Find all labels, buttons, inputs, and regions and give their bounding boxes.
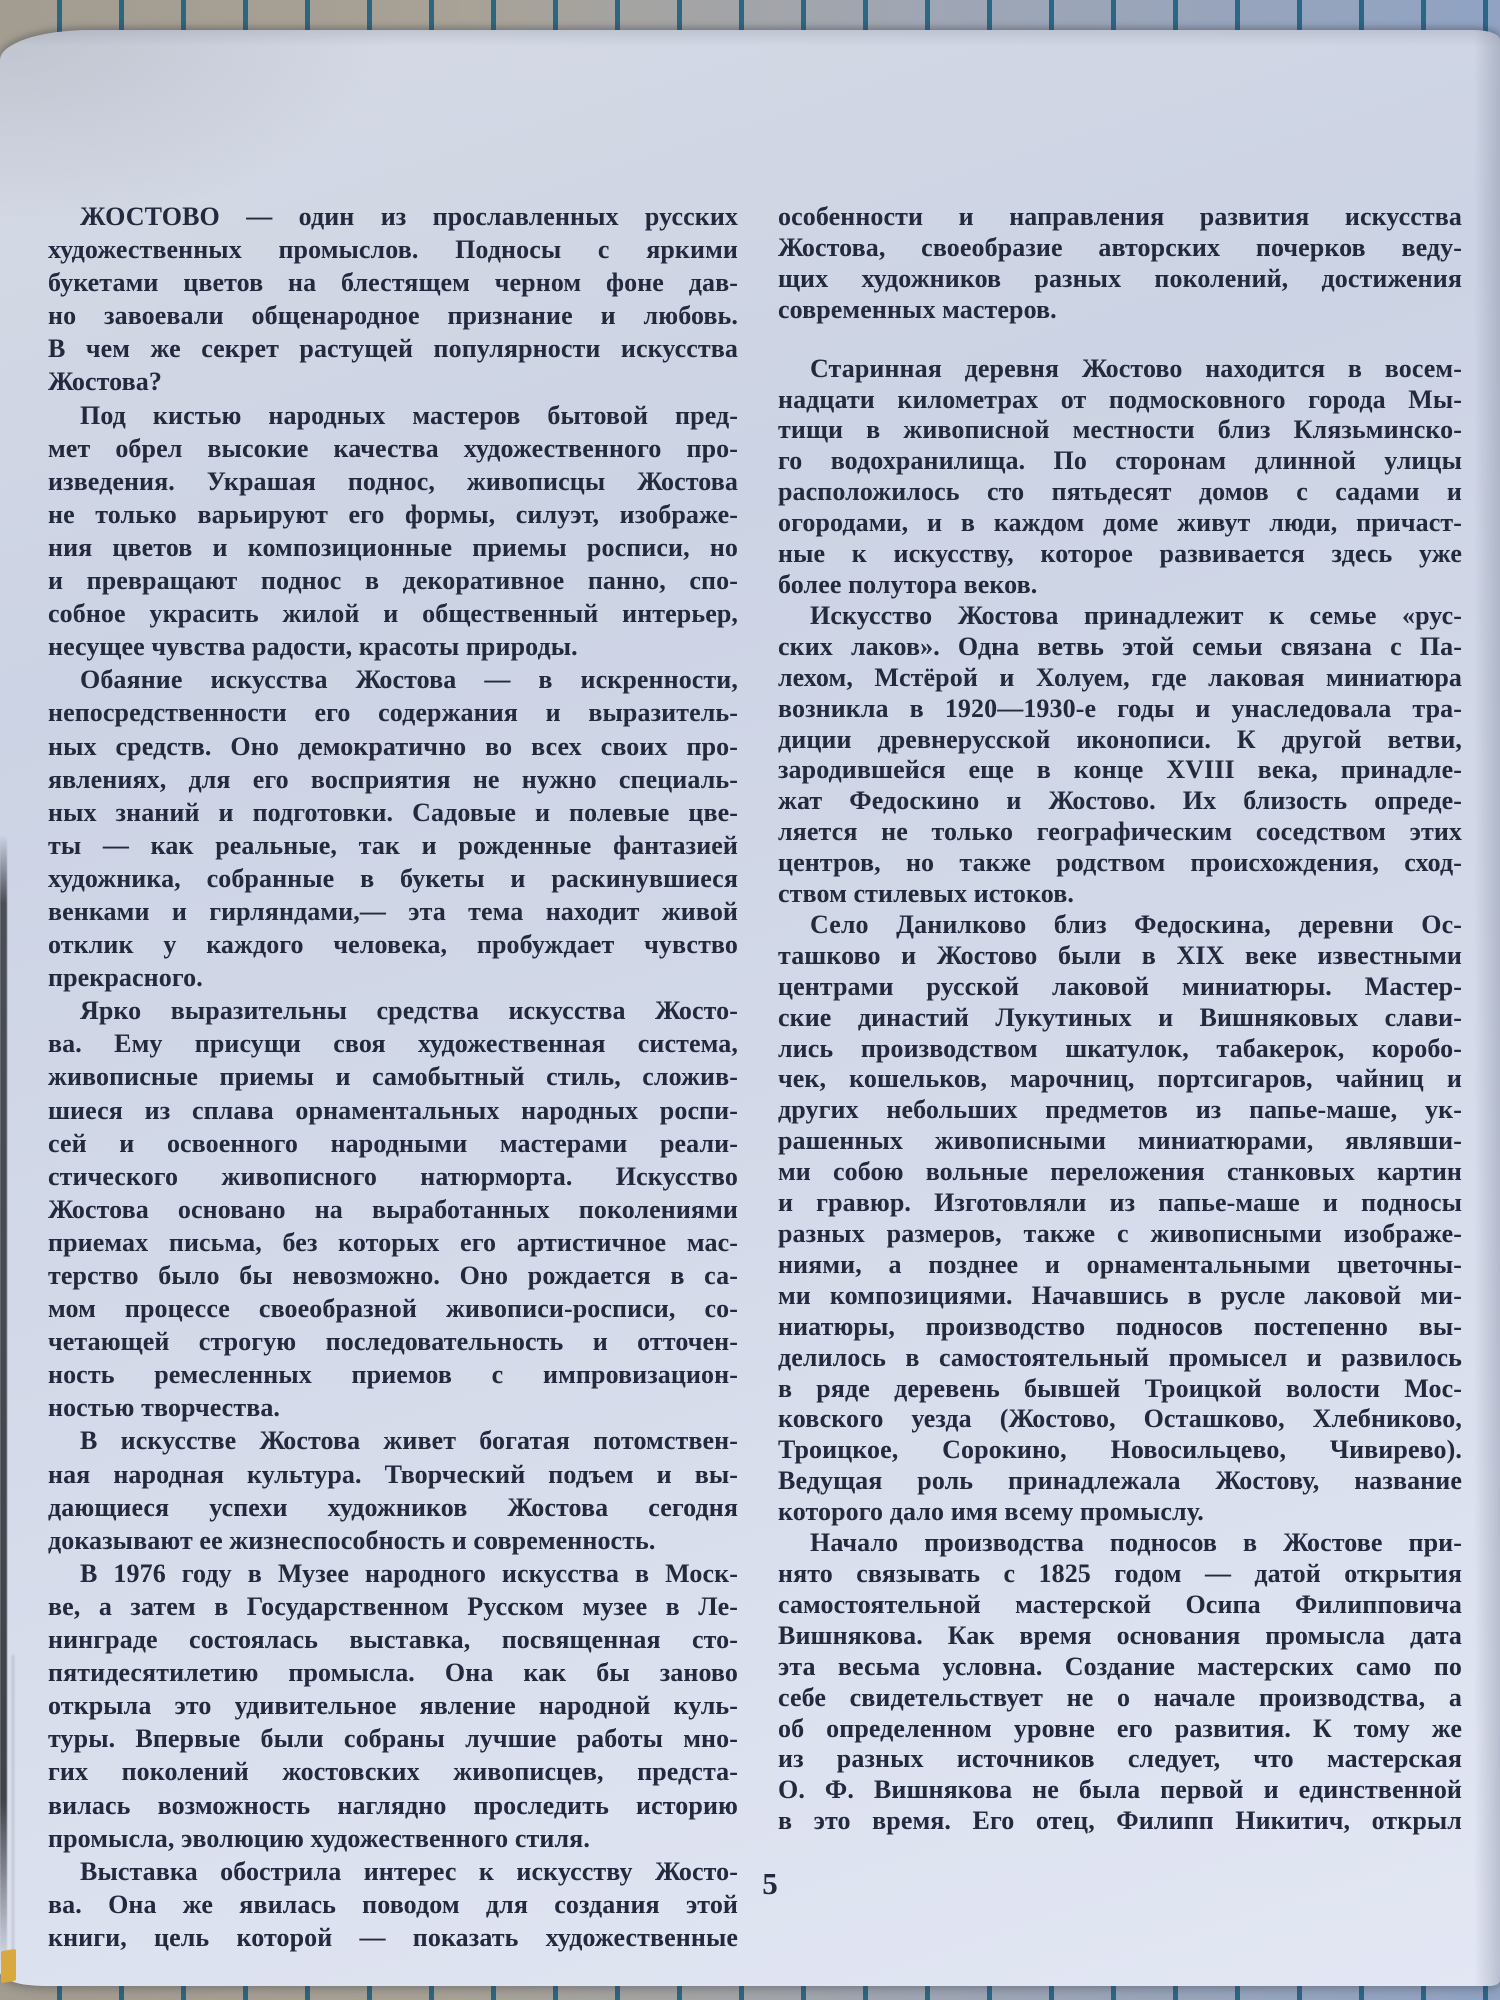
text-line: более полутора веков. xyxy=(778,569,1038,599)
text-line: го водохранилища. По сторонам длинной улицы xyxy=(778,446,1462,476)
paragraph xyxy=(778,354,1462,601)
paragraph xyxy=(778,910,1462,1528)
text-line: Искусство Жостова принадлежит к семье «рус- xyxy=(810,600,1462,630)
text-line: художественных промыслов. Подносы с яркими xyxy=(48,235,738,265)
text-line: не только варьируют его формы, силуэт, изображе- xyxy=(48,499,738,529)
paragraph xyxy=(48,1855,738,1954)
text-line: диции древнерусской иконописи. К другой ветви, xyxy=(778,724,1462,754)
text-line: тищи в живописной местности близ Клязьминско- xyxy=(778,415,1462,445)
text-line: центрами русской лаковой миниатюры. Мастер- xyxy=(778,971,1462,1001)
text-line: жат Федоскино и Жостово. Их близость опреде- xyxy=(778,786,1462,816)
text-line: разных размеров, также с живописными изображе- xyxy=(778,1219,1462,1248)
text-line: Жостова, своеобразие авторских почерков веду- xyxy=(778,232,1462,262)
text-line: центров, но также родством происхождения, сход- xyxy=(778,848,1462,878)
paragraph xyxy=(48,994,738,1424)
text-line: Село Данилково близ Федоскина, деревни Ос- xyxy=(810,909,1462,939)
text-line: шиеся из сплава орнаментальных народных роспи- xyxy=(48,1095,738,1125)
text-line: ностью творчества. xyxy=(48,1393,281,1423)
text-line: букетами цветов на блестящем черном фоне дав- xyxy=(48,268,738,298)
text-line: вилась возможность наглядно проследить историю xyxy=(48,1790,738,1820)
text-line: рашенных живописными миниатюрами, являвши- xyxy=(778,1126,1462,1156)
text-line: непосредственности его содержания и выразитель- xyxy=(48,698,738,728)
paragraph xyxy=(778,202,1462,326)
text-line: ниями, а позднее и орнаментальными цветочны- xyxy=(778,1249,1462,1279)
text-line: себе свидетельствует не о начале производства, а xyxy=(778,1682,1462,1712)
text-line: туры. Впервые были собраны лучшие работы мно- xyxy=(48,1724,738,1754)
text-line: ва. Ему присущи своя художественная система, xyxy=(48,1029,738,1059)
text-line: из разных источников следует, что мастерская xyxy=(778,1744,1462,1774)
paragraph xyxy=(778,1528,1462,1837)
text-line: ляется не только географическим соседством этих xyxy=(778,817,1462,847)
text-line: современных мастеров. xyxy=(778,294,1057,324)
book-page xyxy=(0,30,1500,1986)
bookmark-sliver xyxy=(1,1949,16,1983)
text-line: Жостова? xyxy=(48,367,162,397)
text-line: пятидесятилетию промысла. Она как бы заново xyxy=(48,1658,738,1688)
text-line: самостоятельной мастерской Осипа Филипповича xyxy=(778,1589,1462,1619)
page-crease xyxy=(12,1655,14,1980)
text-line: щих художников разных поколений, достижения xyxy=(778,263,1462,293)
text-line: которого дало имя всему промыслу. xyxy=(778,1497,1204,1527)
text-line: доказывают ее жизнеспособность и современность. xyxy=(48,1525,656,1555)
text-line: Троицкое, Сорокино, Новосильцево, Чивирево). xyxy=(778,1435,1462,1465)
text-line: ва. Она же явилась поводом для создания этой xyxy=(48,1889,738,1919)
book-spine-shadow xyxy=(0,835,7,1970)
text-line: ных знаний и подготовки. Садовые и полевые цве- xyxy=(48,797,738,827)
text-line: лись производством шкатулок, табакерок, коробо- xyxy=(778,1033,1462,1063)
text-line: и превращают поднос в декоративное панно, спо- xyxy=(48,566,738,596)
text-line: ские династий Лукутиных и Вишняковых слави- xyxy=(778,1002,1462,1032)
text-line: надцати километрах от подмосковного города Мы- xyxy=(778,384,1462,414)
paragraph xyxy=(48,399,738,664)
text-line: промысла, эволюцию художественного стиля. xyxy=(48,1823,590,1853)
text-line: чек, кошельков, марочниц, портсигаров, чайниц и xyxy=(778,1064,1462,1094)
text-line: эта весьма условна. Создание мастерских само по xyxy=(778,1651,1462,1681)
paragraph xyxy=(778,601,1462,910)
text-line: возникла в 1920—1930-е годы и унаследовала тра- xyxy=(778,693,1462,723)
text-line: собное украсить жилой и общественный интерьер, xyxy=(48,599,738,629)
text-column-left xyxy=(48,200,738,1954)
text-line: Ярко выразительны средства искусства Жосто- xyxy=(80,996,738,1026)
text-line: ты — как реальные, так и рожденные фантазией xyxy=(48,830,738,860)
text-line: дающиеся успехи художников Жостова сегодня xyxy=(48,1492,738,1522)
text-line: ность ремесленных приемов с импровизацион- xyxy=(48,1360,738,1390)
text-column-right xyxy=(778,202,1462,1837)
text-line: терство было бы невозможно. Оно рождается в са- xyxy=(48,1261,738,1290)
text-line: О. Ф. Вишнякова не была первой и единственной xyxy=(778,1775,1462,1805)
text-line: расположилось сто пятьдесят домов с садами и xyxy=(778,477,1462,507)
text-line: несущее чувства радости, красоты природы. xyxy=(48,632,578,662)
text-line: об определенном уровне его развития. К тому же xyxy=(778,1713,1462,1743)
text-line: изведения. Украшая поднос, живописцы Жостова xyxy=(48,466,738,496)
text-line: Жостова основано на выработанных поколениями xyxy=(48,1194,738,1224)
paragraph xyxy=(48,1557,738,1855)
text-line: мет обрел высокие качества художественного про- xyxy=(48,433,738,463)
text-line: нинграде состоялась выставка, посвященная сто- xyxy=(48,1625,738,1655)
text-line: ством стилевых истоков. xyxy=(778,879,1074,909)
text-line: прекрасного. xyxy=(48,963,203,993)
text-line: живописные приемы и самобытный стиль, сложив- xyxy=(48,1062,738,1092)
text-line: четающей строгую последовательность и отточен- xyxy=(48,1327,738,1357)
text-line: венками и гирляндами,— эта тема находит живой xyxy=(48,896,738,926)
text-line: Старинная деревня Жостово находится в восем- xyxy=(810,353,1462,383)
text-line: но завоевали общенародное признание и любовь. xyxy=(48,301,738,331)
page-number: 5 xyxy=(762,1866,778,1901)
text-line: ния цветов и композиционные приемы росписи, но xyxy=(48,532,738,562)
text-line: других небольших предметов из папье-маше, ук- xyxy=(778,1095,1462,1125)
text-line: ских лаков». Одна ветвь этой семьи связана с Па- xyxy=(778,631,1462,661)
text-line: и гравюр. Изготовляли из папье-маше и подносы xyxy=(778,1188,1462,1218)
text-line: ные к искусству, которое развивается здесь уже xyxy=(778,539,1462,569)
text-line: художника, собранные в букеты и раскинувшиеся xyxy=(48,863,738,893)
text-line: в ряде деревень бывшей Троицкой волости Мос- xyxy=(778,1373,1462,1403)
text-line: явлениях, для его восприятия не нужно специаль- xyxy=(48,764,738,794)
text-line: открыла это удивительное явление народной куль- xyxy=(48,1691,738,1721)
text-line: ниатюры, производство подносов постепенно вы- xyxy=(778,1311,1462,1341)
text-line: В 1976 году в Музее народного искусства в Моск- xyxy=(80,1558,738,1588)
text-line: ных средств. Оно демократично во всех своих про- xyxy=(48,731,738,761)
text-line: делилось в самостоятельный промысел и развилось xyxy=(778,1342,1462,1372)
text-line: мом процессе своеобразной живописи-росписи, со- xyxy=(48,1294,738,1324)
text-line: книги, цель которой — показать художественные xyxy=(48,1922,738,1952)
text-line: Начало производства подносов в Жостове при- xyxy=(810,1528,1462,1558)
text-line: Выставка обострила интерес к искусству Жосто- xyxy=(80,1856,738,1886)
text-line: отклик у каждого человека, пробуждает чувство xyxy=(48,930,738,960)
text-line: Под кистью народных мастеров бытовой пред- xyxy=(80,400,738,430)
text-line: ная народная культура. Творческий подъем и вы- xyxy=(48,1459,738,1489)
text-line: Вишнякова. Как время основания промысла дата xyxy=(778,1620,1462,1650)
text-line: Ведущая роль принадлежала Жостову, название xyxy=(778,1466,1462,1496)
text-line: особенности и направления развития искусства xyxy=(778,202,1462,231)
text-line: приемах письма, без которых его артистичное мас- xyxy=(48,1227,738,1257)
text-line: ташково и Жостово были в XIX веке известными xyxy=(778,940,1462,970)
text-line: ковского уезда (Жостово, Осташково, Хлебниково, xyxy=(778,1404,1462,1434)
paragraph xyxy=(48,1424,738,1556)
text-line: ве, а затем в Государственном Русском музее в Ле- xyxy=(48,1591,738,1621)
text-line: лехом, Мстёрой и Холуем, где лаковая миниатюра xyxy=(778,662,1462,692)
paragraph xyxy=(48,200,738,399)
text-line: сей и освоенного народными мастерами реали- xyxy=(48,1128,738,1158)
text-line: огородами, и в каждом доме живут люди, причаст- xyxy=(778,508,1462,538)
text-line: ми композициями. Начавшись в русле лаковой ми- xyxy=(778,1280,1462,1310)
text-line: В чем же секрет растущей популярности искусства xyxy=(48,334,738,364)
text-line: Обаяние искусства Жостова — в искренности, xyxy=(80,665,738,695)
text-line: гих поколений жостовских живописцев, предста- xyxy=(48,1757,738,1787)
text-line: стического живописного натюрморта. Искусство xyxy=(48,1161,738,1191)
paragraph xyxy=(48,663,738,994)
text-line: В искусстве Жостова живет богатая потомствен- xyxy=(80,1426,738,1456)
text-line: ми собою вольные переложения станковых картин xyxy=(778,1157,1462,1187)
text-line: в это время. Его отец, Филипп Никитич, открыл xyxy=(778,1806,1462,1836)
text-line: нято связывать с 1825 годом — датой открытия xyxy=(778,1558,1462,1588)
text-line: зародившейся еще в конце XVIII века, принадле- xyxy=(778,755,1462,785)
text-line: ЖОСТОВО — один из прославленных русских xyxy=(80,202,738,231)
